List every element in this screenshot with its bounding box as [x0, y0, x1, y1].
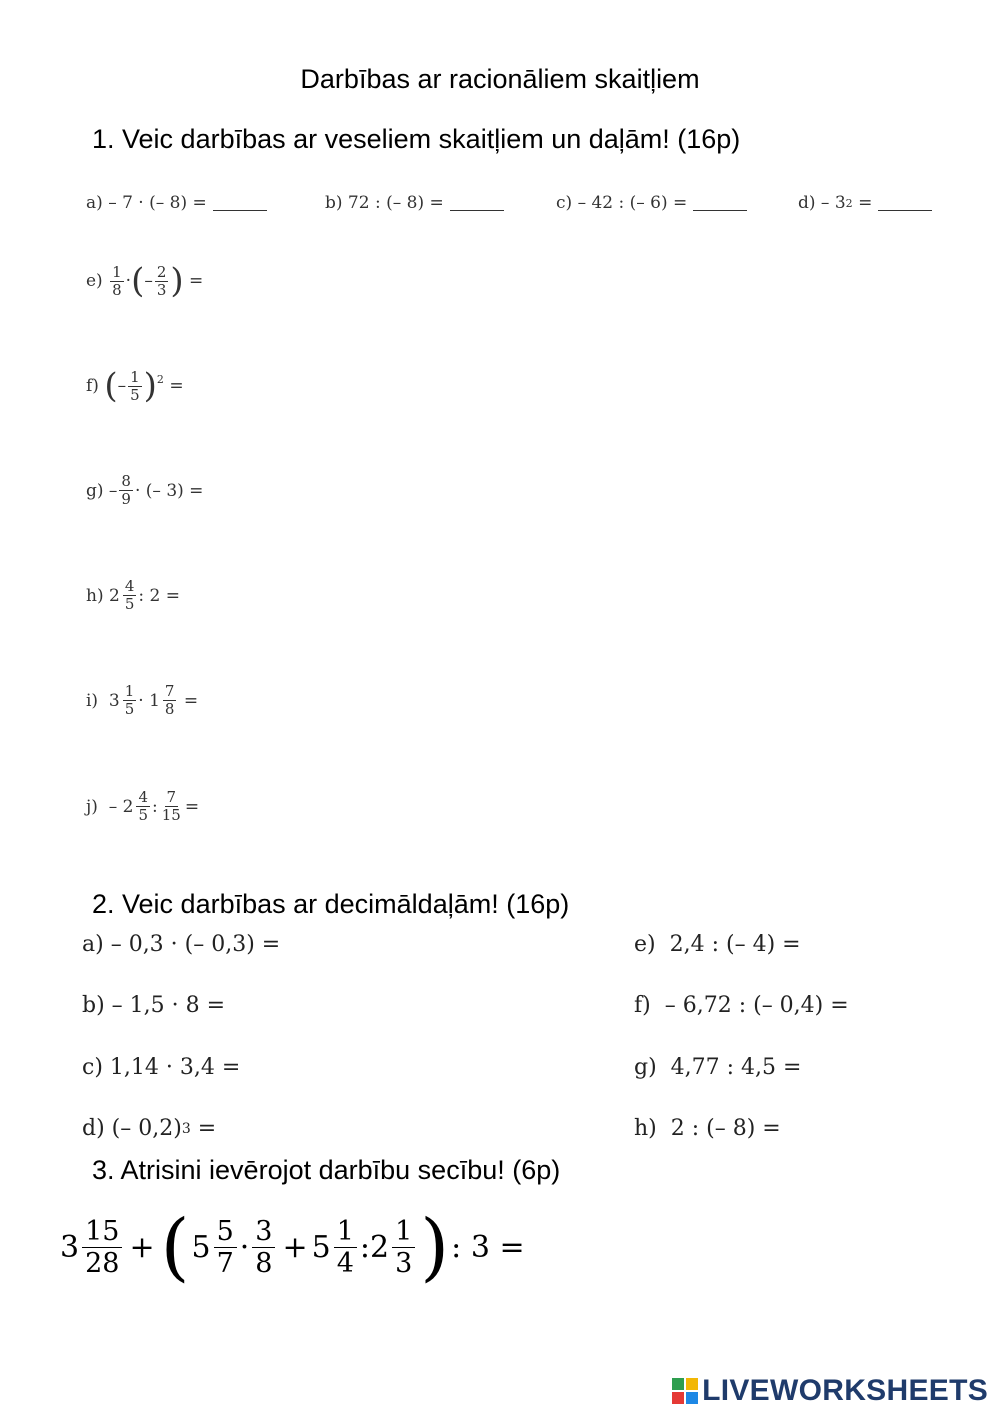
s3-colon-1: :	[359, 1229, 371, 1265]
s1-j-fraction-2: $\frac{7}{15}$	[161, 788, 181, 824]
section1-heading: 1. Veic darbības ar veseliem skaitļiem un daļām! (16p)	[92, 124, 741, 154]
s1-d-base: – 3	[820, 193, 846, 213]
s1-f-label: f)	[86, 376, 99, 396]
s1-b-expr: 72 : (– 8) =	[347, 193, 444, 213]
logo-square-green	[672, 1378, 684, 1390]
s1-j-fraction-1: $\frac{4}{5}$	[138, 788, 148, 824]
s3-fraction-2: $\frac{5}{7}$	[214, 1218, 237, 1277]
logo-square-yellow	[686, 1378, 698, 1390]
s2-a-label: a)	[82, 932, 104, 957]
s3-fraction-5: $\frac{1}{3}$	[392, 1218, 415, 1277]
s1-item-e	[86, 261, 204, 301]
s1-j-whole: – 2	[108, 796, 134, 817]
logo-square-red	[672, 1392, 684, 1404]
s1-f-paren-close: )	[143, 366, 157, 406]
logo-square-blue	[686, 1392, 698, 1404]
s2-item-c	[82, 1055, 240, 1080]
s2-item-g	[634, 1055, 801, 1080]
s2-d-eq: =	[197, 1116, 217, 1141]
s1-h-label: h)	[86, 585, 104, 606]
section3-heading: 3. Atrisini ievērojot darbību secību! (6p)	[92, 1155, 561, 1185]
s3-paren-close: )	[420, 1204, 450, 1290]
s1-j-label: j)	[86, 796, 98, 817]
s2-item-h	[634, 1116, 781, 1141]
s2-h-label: h)	[634, 1116, 657, 1141]
s1-h-fraction: $\frac{4}{5}$	[124, 577, 135, 613]
s1-c-expr: – 42 : (– 6) =	[577, 193, 688, 213]
s1-item-b	[325, 193, 504, 213]
s1-i-eq: =	[183, 690, 199, 711]
s1-c-answer-blank[interactable]	[693, 196, 747, 211]
s3-paren-open: (	[160, 1204, 190, 1290]
s2-e-label: e)	[634, 932, 656, 957]
s2-item-e	[634, 932, 801, 957]
s2-a-expr: – 0,3 · (– 0,3) =	[110, 932, 281, 957]
s1-item-d	[798, 193, 932, 213]
s1-g-label: g)	[86, 480, 104, 501]
s1-j-colon: :	[152, 796, 158, 817]
s1-e-label: e)	[86, 271, 103, 291]
s2-b-expr: – 1,5 · 8 =	[111, 993, 226, 1018]
s1-d-label: d)	[798, 193, 816, 213]
s1-e-paren-close: )	[170, 261, 184, 301]
s1-item-f	[86, 366, 184, 406]
s2-f-expr: – 6,72 : (– 0,4) =	[664, 993, 849, 1018]
liveworksheets-logo	[672, 1374, 988, 1408]
logo-text: LIVEWORKSHEETS	[702, 1374, 988, 1407]
s2-item-a	[82, 932, 280, 957]
s1-d-exponent: 2	[845, 196, 853, 210]
s3-whole-2: 5	[191, 1229, 211, 1265]
s1-item-h	[86, 579, 180, 612]
s1-f-minus: –	[117, 376, 127, 396]
s1-e-paren-open: (	[131, 261, 145, 301]
s1-i-label: i)	[86, 690, 99, 711]
s2-d-label: d)	[82, 1116, 105, 1141]
s3-fraction-1: $\frac{15}{28}$	[82, 1218, 122, 1277]
s3-fraction-4: $\frac{1}{4}$	[334, 1218, 357, 1277]
s1-f-fraction: $\frac{1}{5}$	[130, 367, 140, 404]
s2-f-label: f)	[634, 993, 651, 1018]
s2-item-d	[82, 1116, 216, 1141]
s3-fraction-3: $\frac{3}{8}$	[252, 1218, 275, 1277]
s2-d-exponent: 3	[181, 1120, 191, 1137]
s1-i-whole-1: 3	[108, 690, 120, 711]
s1-h-rest: : 2 =	[138, 585, 180, 606]
s1-item-j	[86, 790, 199, 823]
s1-e-minus: –	[144, 271, 153, 291]
s1-b-label: b)	[325, 193, 343, 213]
s1-i-fraction-2: $\frac{7}{8}$	[164, 682, 175, 718]
s1-d-answer-blank[interactable]	[878, 196, 932, 211]
s1-h-whole: 2	[109, 585, 120, 606]
s3-expression	[60, 1204, 525, 1290]
s1-i-dot: ·	[138, 690, 144, 711]
s1-f-eq: =	[169, 376, 184, 396]
s1-i-whole-2: 1	[149, 690, 160, 711]
s3-whole-4: 2	[370, 1229, 390, 1265]
s1-item-c	[556, 193, 747, 213]
s1-e-eq: =	[189, 271, 204, 291]
s1-item-i	[86, 684, 198, 717]
s3-dot: ·	[239, 1229, 250, 1265]
s1-item-a	[86, 193, 267, 213]
s1-d-eq: =	[858, 193, 873, 213]
s1-b-answer-blank[interactable]	[450, 196, 504, 211]
s2-item-b	[82, 993, 225, 1018]
s3-plus-1: +	[129, 1229, 155, 1265]
s3-whole-1: 3	[60, 1229, 80, 1265]
s2-d-base: (– 0,2)	[111, 1116, 182, 1141]
page-title: Darbības ar racionāliem skaitļiem	[300, 64, 700, 94]
s1-a-label: a)	[86, 193, 103, 213]
s1-i-fraction-1: $\frac{1}{5}$	[124, 682, 135, 718]
logo-mark-icon	[672, 1378, 698, 1404]
s2-e-expr: 2,4 : (– 4) =	[669, 932, 801, 957]
s1-e-fraction-2: $\frac{2}{3}$	[156, 262, 167, 299]
s1-a-answer-blank[interactable]	[213, 196, 267, 211]
section2-heading: 2. Veic darbības ar decimāldaļām! (16p)	[92, 889, 570, 919]
s1-e-dot: ·	[125, 271, 132, 291]
s3-tail: : 3 =	[451, 1229, 525, 1265]
s2-g-expr: 4,77 : 4,5 =	[670, 1055, 802, 1080]
s2-c-label: c)	[82, 1055, 103, 1080]
s1-f-exponent: 2	[156, 373, 164, 386]
s1-a-expr: – 7 · (– 8) =	[108, 193, 207, 213]
s1-f-paren-open: (	[104, 366, 118, 406]
s2-g-label: g)	[634, 1055, 657, 1080]
s1-item-g	[86, 474, 203, 507]
s1-e-fraction-1: $\frac{1}{8}$	[112, 262, 122, 299]
s2-c-expr: 1,14 · 3,4 =	[109, 1055, 241, 1080]
s1-c-label: c)	[556, 193, 573, 213]
s1-j-eq: =	[184, 796, 200, 817]
s2-item-f	[634, 993, 849, 1018]
s3-plus-2: +	[282, 1229, 308, 1265]
s2-b-label: b)	[82, 993, 105, 1018]
s1-g-minus: –	[108, 480, 118, 501]
s2-h-expr: 2 : (– 8) =	[670, 1116, 781, 1141]
s3-whole-3: 5	[311, 1229, 331, 1265]
s1-g-fraction: $\frac{8}{9}$	[121, 472, 131, 508]
s1-g-rest: · (– 3) =	[134, 480, 204, 501]
